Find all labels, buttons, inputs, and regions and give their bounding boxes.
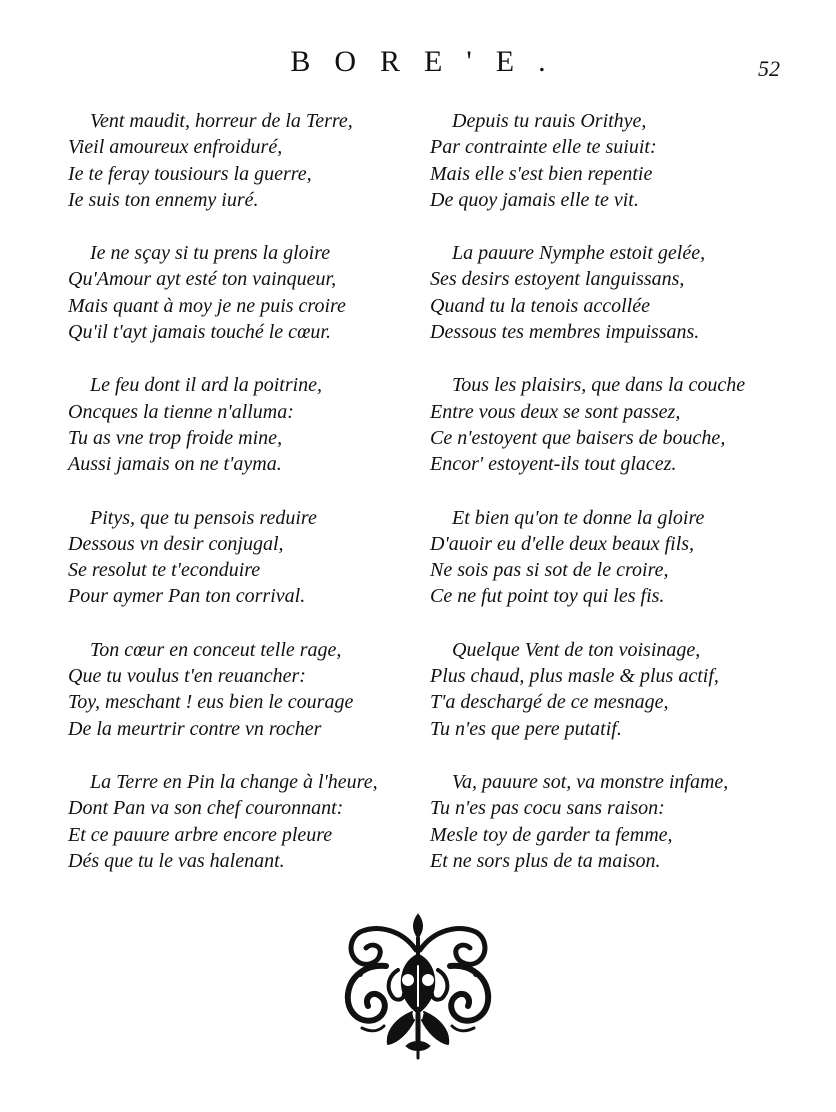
verse-line: Ie te feray tousiours la guerre,	[68, 162, 312, 185]
poem-body	[68, 108, 788, 888]
verse-line: Quelque Vent de ton voisinage,	[452, 638, 701, 661]
verse-line: La Terre en Pin la change à l'heure,	[90, 770, 378, 793]
verse-line: Ne sois pas si sot de le croire,	[430, 559, 669, 582]
verse-line: D'auoir eu d'elle deux beaux fils,	[430, 532, 695, 555]
verse-line: Ce ne fut point toy qui les fis.	[430, 585, 665, 608]
verse-line: Qu'Amour ayt esté ton vainqueur,	[68, 268, 337, 291]
verse-line: Mesle toy de garder ta femme,	[430, 823, 673, 846]
verse-line: Oncques la tienne n'alluma:	[68, 400, 294, 423]
stanza	[430, 240, 790, 345]
verse-line: Par contrainte elle te suiuit:	[430, 136, 657, 159]
stanza	[430, 637, 790, 742]
verse-line: Qu'il t'ayt jamais touché le cœur.	[68, 321, 331, 344]
verse-line: Ie ne sçay si tu prens la gloire	[90, 242, 331, 265]
verse-line: Ie suis ton ennemy iuré.	[68, 188, 259, 211]
verse-line: Va, pauure sot, va monstre infame,	[452, 770, 729, 793]
verse-line: Mais quant à moy je ne puis croire	[68, 294, 346, 317]
verse-line: De la meurtrir contre vn rocher	[68, 717, 322, 740]
verse-line: Ses desirs estoyent languissans,	[430, 268, 685, 291]
verse-line: Pitys, que tu pensois reduire	[90, 506, 317, 529]
page-number: 52	[758, 56, 780, 81]
stanza	[68, 240, 428, 345]
verse-line: Vent maudit, horreur de la Terre,	[90, 110, 353, 132]
verse-line: Aussi jamais on ne t'ayma.	[68, 453, 282, 476]
page-header	[0, 42, 836, 92]
verse-line: Le feu dont il ard la poitrine,	[90, 374, 323, 397]
verse-line: Vieil amoureux enfroiduré,	[68, 136, 283, 159]
verse-line: La pauure Nymphe estoit gelée,	[452, 242, 706, 265]
verse-line: Encor' estoyent-ils tout glacez.	[430, 453, 677, 476]
verse-line: De quoy jamais elle te vit.	[430, 188, 639, 211]
verse-line: Mais elle s'est bien repentie	[430, 162, 653, 185]
verse-line: Dessous tes membres impuissans.	[430, 321, 700, 344]
verse-line: Dessous vn desir conjugal,	[68, 532, 284, 555]
stanza	[430, 108, 790, 213]
stanza	[68, 108, 428, 213]
verse-line: Ton cœur en conceut telle rage,	[90, 638, 342, 661]
verse-line: Et ce pauure arbre encore pleure	[68, 823, 333, 846]
stanza	[68, 372, 428, 477]
stanza	[68, 637, 428, 742]
verse-line: Tu n'es que pere putatif.	[430, 717, 622, 740]
fleuron-icon	[342, 910, 494, 1060]
verse-line: Depuis tu rauis Orithye,	[452, 110, 647, 132]
verse-line: Et bien qu'on te donne la gloire	[452, 506, 705, 529]
verse-line: Dont Pan va son chef couronnant:	[68, 797, 344, 820]
verse-line: Toy, meschant ! eus bien le courage	[68, 691, 354, 714]
stanza	[430, 505, 790, 610]
verse-line: Plus chaud, plus masle & plus actif,	[430, 665, 719, 688]
stanza	[68, 769, 428, 874]
verse-line: Dés que tu le vas halenant.	[68, 849, 285, 872]
verse-line: Ce n'estoyent que baisers de bouche,	[430, 426, 726, 449]
verse-line: Et ne sors plus de ta maison.	[430, 849, 661, 872]
stanza	[430, 372, 790, 477]
verse-line: Se resolut te t'econduire	[68, 559, 261, 582]
running-title: BORE'E.	[290, 45, 570, 78]
stanza	[68, 505, 428, 610]
verse-line: Quand tu la tenois accollée	[430, 294, 650, 317]
stanza	[430, 769, 790, 874]
verse-line: Tu n'es pas cocu sans raison:	[430, 797, 665, 820]
verse-line: T'a deschargé de ce mesnage,	[430, 691, 669, 714]
verse-line: Tu as vne trop froide mine,	[68, 426, 283, 449]
poem-column-right	[430, 108, 790, 901]
verse-line: Tous les plaisirs, que dans la couche	[452, 374, 746, 397]
verse-line: Entre vous deux se sont passez,	[430, 400, 681, 423]
verse-line: Pour aymer Pan ton corrival.	[68, 585, 306, 608]
poem-column-left	[68, 108, 428, 901]
verse-line: Que tu voulus t'en reuancher:	[68, 665, 306, 688]
